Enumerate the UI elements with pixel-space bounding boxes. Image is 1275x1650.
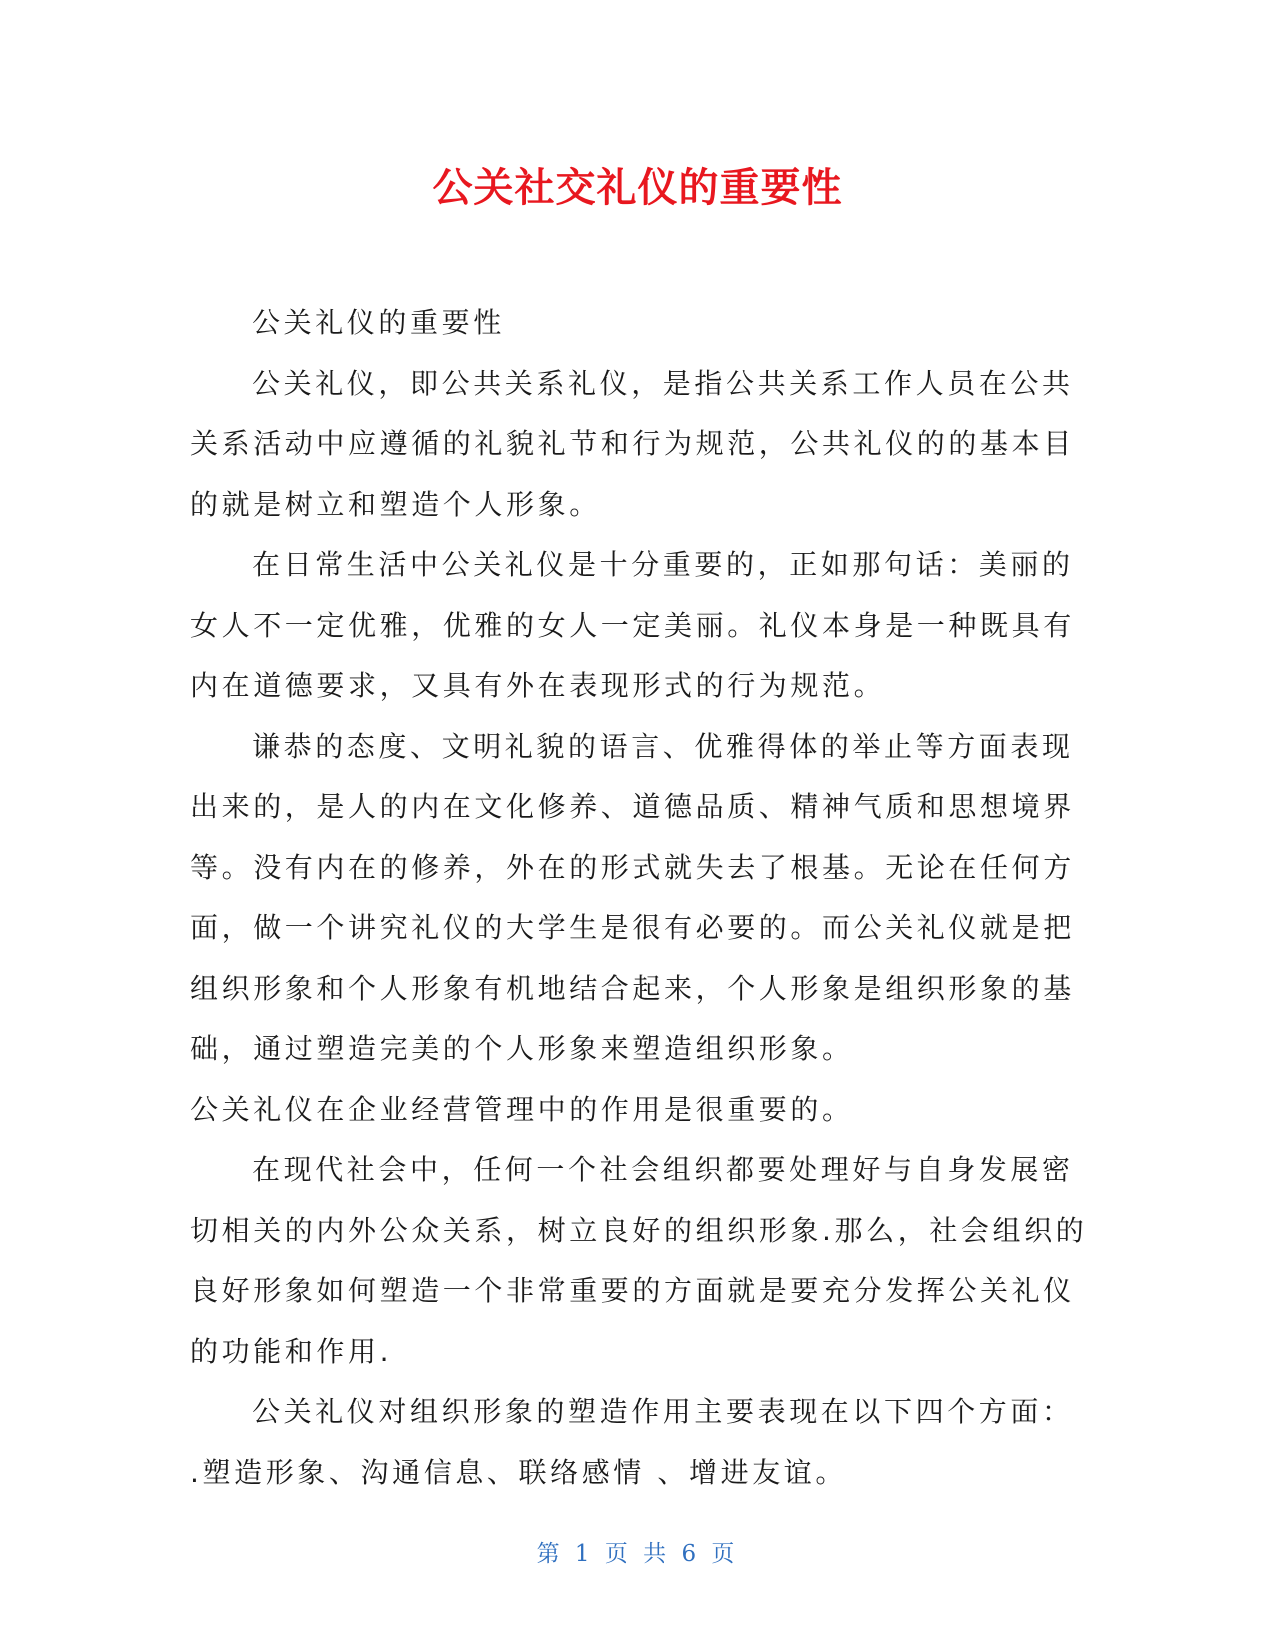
- paragraph-line: 出来的，是人的内在文化修养、道德品质、精神气质和思想境界: [190, 790, 1075, 823]
- paragraph-line: 关系活动中应遵循的礼貌礼节和行为规范，公共礼仪的的基本目: [190, 427, 1075, 460]
- paragraph-line: 础，通过塑造完美的个人形象来塑造组织形象。: [190, 1032, 854, 1065]
- paragraph-line: 在现代社会中，任何一个社会组织都要处理好与自身发展密: [252, 1153, 1074, 1186]
- paragraph-line: 切相关的内外公众关系，树立良好的组织形象.那么，社会组织的: [190, 1213, 1088, 1247]
- paragraph-line: 公关礼仪对组织形象的塑造作用主要表现在以下四个方面：: [252, 1395, 1074, 1428]
- paragraph-line: 女人不一定优雅，优雅的女人一定美丽。礼仪本身是一种既具有: [190, 608, 1075, 642]
- paragraph-line: 谦恭的态度、文明礼貌的语言、优雅得体的举止等方面表现: [252, 729, 1074, 763]
- paragraph-line: .塑造形象、沟通信息、联络感情 、增进友谊。: [190, 1455, 848, 1489]
- document-body: [190, 293, 1088, 1503]
- paragraph-line: 内在道德要求，又具有外在表现形式的行为规范。: [190, 669, 886, 702]
- paragraph-line: 良好形象如何塑造一个非常重要的方面就是要充分发挥公关礼仪: [190, 1274, 1075, 1307]
- paragraph-line: 公关礼仪的重要性: [252, 306, 505, 339]
- paragraph-line: 组织形象和个人形象有机地结合起来，个人形象是组织形象的基: [190, 971, 1075, 1005]
- paragraph-line: 的就是树立和塑造个人形象。: [190, 487, 601, 521]
- paragraph-line: 公关礼仪，即公共关系礼仪，是指公共关系工作人员在公共: [252, 366, 1074, 400]
- paragraph-line: 公关礼仪在企业经营管理中的作用是很重要的。: [190, 1092, 854, 1126]
- paragraph-line: 面，做一个讲究礼仪的大学生是很有必要的。而公关礼仪就是把: [190, 911, 1075, 944]
- page-number-footer: 第 1 页 共 6 页: [536, 1541, 739, 1567]
- paragraph-line: 在日常生活中公关礼仪是十分重要的，正如那句话：美丽的: [252, 548, 1074, 581]
- paragraph-line: 等。没有内在的修养，外在的形式就失去了根基。无论在任何方: [190, 850, 1075, 884]
- document-title: 公关社交礼仪的重要性: [432, 165, 843, 211]
- paragraph-line: 的功能和作用.: [190, 1334, 393, 1368]
